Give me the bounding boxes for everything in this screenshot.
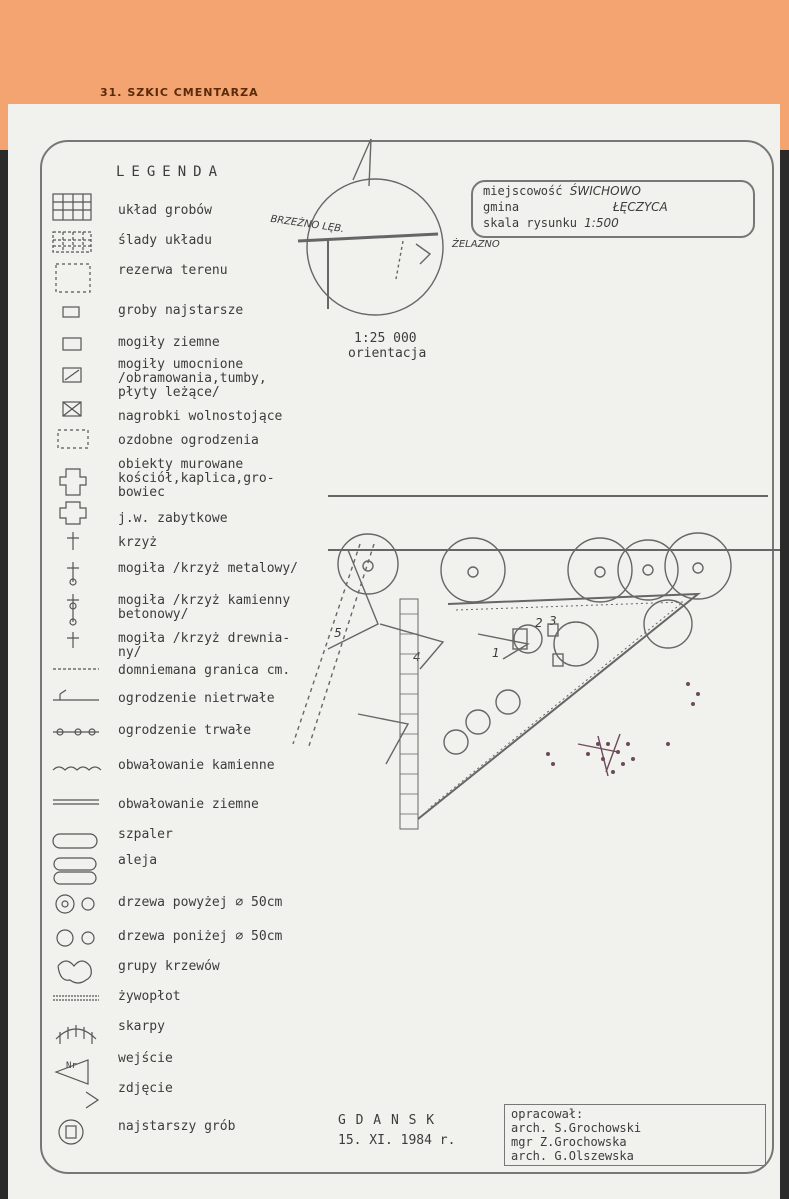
grave-tree — [644, 600, 692, 648]
legend-symbols — [53, 194, 101, 1144]
legend-item: drzewa poniżej ∅ 50cm — [118, 929, 283, 944]
grave-tree — [554, 622, 598, 666]
legend-item: mogiła /krzyż kamienny betonowy/ — [118, 593, 291, 622]
page-title: 31. SZKIC CMENTARZA — [100, 86, 259, 99]
legend-item: najstarszy grób — [118, 1119, 236, 1134]
alley-tree-dot — [643, 565, 653, 575]
orientation-marker — [416, 244, 430, 264]
orientation-caption: orientacja — [348, 346, 427, 361]
legend-item: obwałowanie ziemne — [118, 797, 259, 812]
info-miejscowosc: miejscowość ŚWICHOWO — [483, 184, 641, 198]
legend-item: drzewa powyżej ∅ 50cm — [118, 895, 283, 910]
orientation-road — [298, 234, 438, 241]
info-skala: skala rysunku 1:500 — [483, 216, 619, 230]
photo-marker-5 — [328, 550, 378, 649]
credit-author-1: arch. S.Grochowski — [511, 1121, 642, 1135]
orientation-right-label: ŻELAZNO — [452, 239, 500, 250]
legend-item: mogiła /krzyż metalowy/ — [118, 561, 299, 576]
legend-item: rezerwa terenu — [118, 263, 228, 278]
shrub-group — [546, 682, 700, 774]
alley-tree-dot — [595, 567, 605, 577]
alley-tree — [441, 538, 505, 602]
alley-tree — [665, 533, 731, 599]
legend-item: ozdobne ogrodzenia — [118, 433, 259, 448]
legend-item: zdjęcie — [118, 1081, 173, 1096]
legend-item: szpaler — [118, 827, 173, 842]
document-sheet — [8, 104, 780, 1199]
alley-tree — [568, 538, 632, 602]
legend-item: obwałowanie kamienne — [118, 758, 275, 773]
assumed-border — [293, 544, 360, 744]
map-number-1: 1 — [492, 646, 500, 660]
footer-date: 15. XI. 1984 r. — [338, 1133, 456, 1148]
legend-item: żywopłot — [118, 989, 181, 1004]
orientation-path — [396, 241, 403, 279]
legend-item: ślady układu — [118, 233, 212, 248]
legend-item: krzyż — [118, 535, 158, 550]
legend-item: mogiły ziemne — [118, 335, 220, 350]
orientation-scale: 1:25 000 — [354, 331, 417, 346]
legend-item: skarpy — [118, 1019, 165, 1034]
legend-item: ogrodzenie nietrwałe — [118, 691, 275, 706]
photo-marker-4 — [380, 624, 443, 669]
cemetery-sketch-drawing — [8, 104, 780, 1199]
assumed-border — [308, 544, 374, 749]
credit-author-3: arch. G.Olszewska — [511, 1149, 634, 1163]
alley-tree-dot — [693, 563, 703, 573]
footer-city: G D A N S K — [338, 1113, 436, 1128]
alley-tree-dot — [468, 567, 478, 577]
photo-marker-1 — [478, 634, 528, 659]
legend-item: układ grobów — [118, 203, 212, 218]
info-gmina: gmina ŁĘCZYCA — [483, 200, 668, 214]
orientation-left-label: BRZEŹNO LĘB. — [269, 213, 345, 236]
legend-item: aleja — [118, 853, 158, 868]
symbol-nr-label: Nr — [66, 1061, 77, 1071]
legend-item: mogiły umocnione /obramowania,tumby, płyty leżące/ — [118, 357, 267, 400]
legend-item: mogiła /krzyż drewnia- ny/ — [118, 631, 291, 660]
legend-item: obiekty murowane kościół,kaplica,gro- bowiec — [118, 457, 275, 500]
legend-item: groby najstarsze — [118, 303, 244, 318]
legend-item: j.w. zabytkowe — [118, 511, 228, 526]
map-number-2: 2 — [535, 616, 543, 630]
legend-item: wejście — [118, 1051, 173, 1066]
map-number-4: 4 — [413, 650, 421, 664]
legend-title: LEGENDA — [116, 164, 225, 180]
legend-item: grupy krzewów — [118, 959, 220, 974]
legend-item: nagrobki wolnostojące — [118, 409, 283, 424]
credits-label: opracował: — [511, 1107, 584, 1121]
map-number-5: 5 — [334, 626, 342, 640]
legend-item: ogrodzenie trwałe — [118, 723, 252, 738]
map-number-3: 3 — [549, 614, 557, 628]
credit-author-2: mgr Z.Grochowska — [511, 1135, 627, 1149]
legend-item: domniemana granica cm. — [118, 663, 291, 678]
